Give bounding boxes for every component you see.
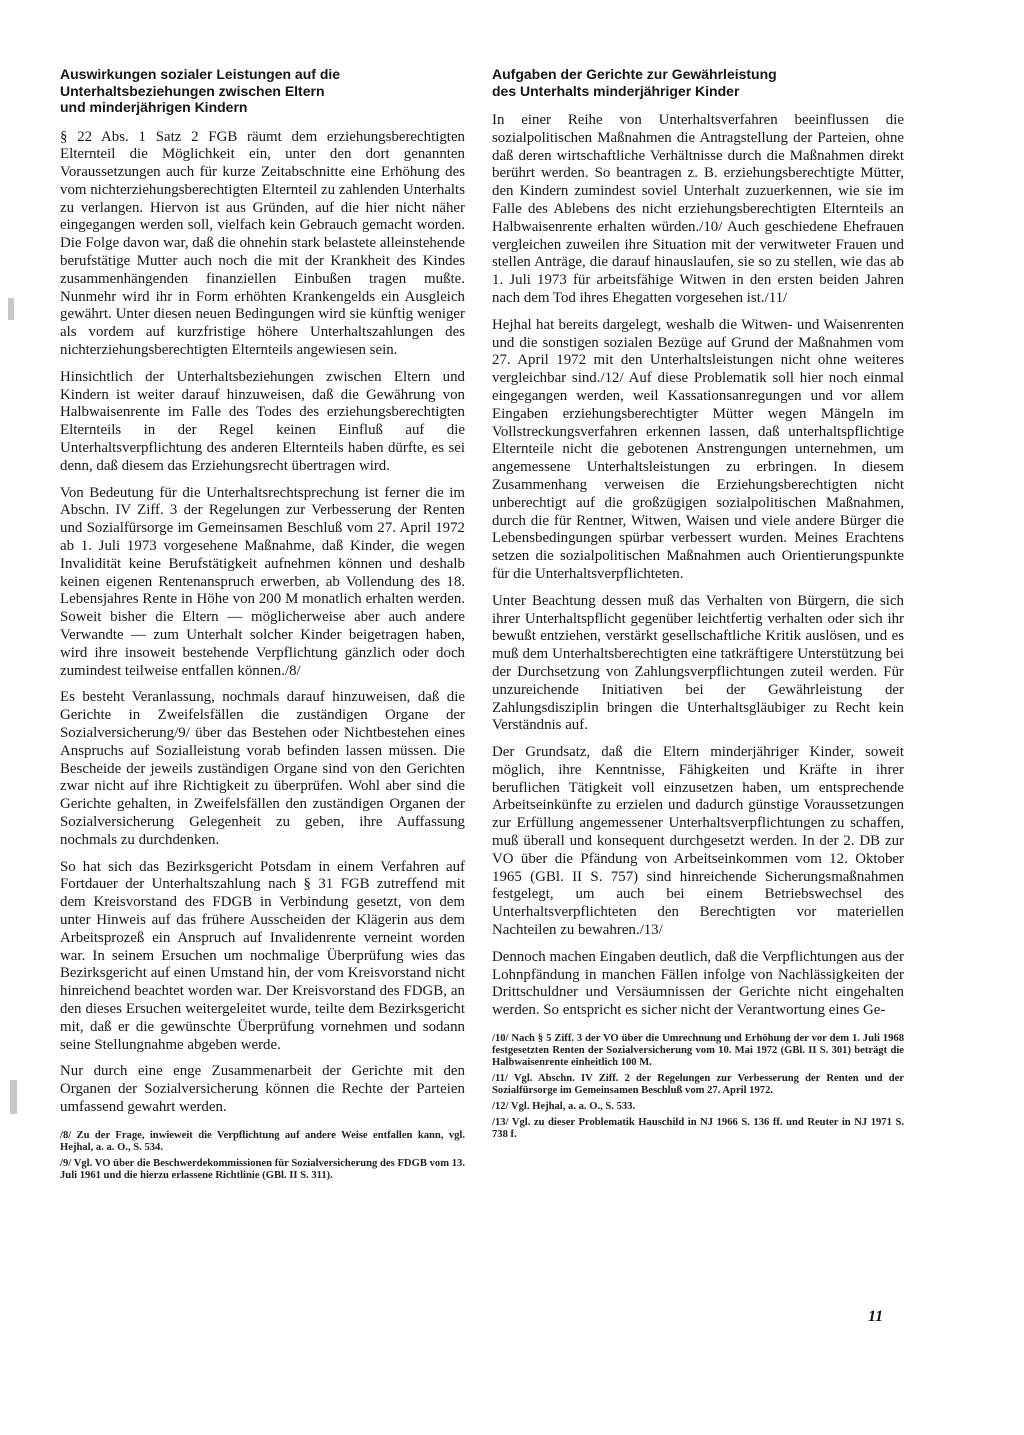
- footnote: /13/ Vgl. zu dieser Problematik Hauschild in NJ 1966 S. 136 ff. und Reuter in NJ 1971 S. 738 f.: [492, 1117, 904, 1141]
- paragraph: Hejhal hat bereits dargelegt, weshalb die Witwen- und Waisenrenten und die sonstigen sozialen Bezüge auf Grund der Maßnahmen vom 27. April 1972 mit den Unterhaltsleistungen nicht ohne weiteres vergleichbar sind./12/ Auf diese Problematik soll hier noch einmal eingegangen werden, weil Kassationsanregungen und vor allem Eingaben erziehungsberechtigter Mütter wegen Mängeln im Vollstreckungsverfahren erkennen lassen, daß unterhaltspflichtige Elternteile nicht die gebotenen Anstrengungen unternehmen, um angemessene Unterhaltsleistungen zu erbringen. In diesem Zusammenhang verweisen die Erziehungsberechtigten nicht unberechtigt auf die großzügigen sozialpolitischen Maßnahmen, durch die für Rentner, Witwen, Waisen und viele andere Bürger die Lebensbedingungen spürbar verbessert wurden. Meines Erachtens setzen die sozialpolitischen Maßnahmen auch Orientierungspunkte für die Unterhaltsverpflichteten.: [492, 316, 904, 582]
- left-column: [60, 66, 465, 1186]
- paragraph: Der Grundsatz, daß die Eltern minderjähriger Kinder, soweit möglich, ihre Kenntnisse, Fähigkeiten und Kräfte in ihrer beruflichen Tätigkeit voll einzusetzen haben, um entsprechende Arbeitseinkünfte zu erzielen und dadurch günstige Voraussetzungen zur Erfüllung angemessener Unterhaltsverpflichtungen zu schaffen, muß überall und konsequent durchgesetzt werden. In der 2. DB zur VO über die Pfändung von Arbeitseinkommen vom 12. Oktober 1965 (GBl. II S. 757) sind hinreichende Sicherungsmaßnahmen festgelegt, um auch bei einem Betriebswechsel des Unterhaltsverpflichteten den Berechtigten vor materiellen Nachteilen zu bewahren./13/: [492, 744, 904, 939]
- scan-artifact: [10, 1080, 17, 1114]
- footnote: /11/ Vgl. Abschn. IV Ziff. 2 der Regelungen zur Verbesserung der Renten und der Sozialfürsorge im Gemeinsamen Beschluß vom 27. April 1972.: [492, 1073, 904, 1097]
- paragraph: Hinsichtlich der Unterhaltsbeziehungen zwischen Eltern und Kindern ist weiter darauf hinzuweisen, daß die Gewährung von Halbwaisenrente im Falle des Todes des erziehungsberechtigten Elternteils in der Regel keinen Einfluß auf die Unterhaltsverpflichtung des anderen Elternteils haben dürfte, es sei denn, daß diesem das Erziehungsrecht übertragen wird.: [60, 368, 465, 474]
- section-heading: Aufgaben der Gerichte zur Gewährleistung des Unterhalts minderjähriger Kinder: [492, 66, 777, 99]
- paragraph: So hat sich das Bezirksgericht Potsdam in einem Verfahren auf Fortdauer der Unterhaltszahlung nach § 31 FGB zutreffend mit dem Kreisvorstand des FDGB in Verbindung gesetzt, von dem unter Hinweis auf das frühere Ausscheiden der Klägerin aus dem Arbeitsprozeß ein Anspruch auf Invalidenrente verneint worden war. In seinem Ersuchen um nochmalige Überprüfung wies das Bezirksgericht auf einen Umstand hin, der vom Kreisvorstand nicht hinreichend beachtet worden war. Der Kreisvorstand des FDGB, an den dieses Ersuchen weitergeleitet wurde, teilte dem Bezirksgericht mit, daß er die gewünschte Überprüfung vornehmen und sodann seine Stellungnahme abgeben werde.: [60, 858, 465, 1053]
- page-number: 11: [868, 1308, 884, 1325]
- footnote: /9/ Vgl. VO über die Beschwerdekommissionen für Sozialversicherung des FDGB vom 13. Juli 1961 und die hierzu erlassene Richtlinie (GBl. II S. 311).: [60, 1157, 465, 1181]
- paragraph: § 22 Abs. 1 Satz 2 FGB räumt dem erziehungsberechtigten Elternteil die Möglichkeit ein, unter den dort genannten Voraussetzungen auch für kurze Zeitabschnitte eine Erhöhung des vom nichterziehungsberechtigten Elternteil zu zahlenden Unterhalts zu verlangen. Hiervon ist aus Gründen, auf die hier nicht näher eingegangen werden soll, vielfach kein Gebrauch gemacht worden. Die Folge davon war, daß die ohnehin stark belastete alleinstehende berufstätige Mutter auch noch die mit der Krankheit des Kindes zusammenhängenden finanziellen Einbußen tragen mußte. Nunmehr wird ihr in Form erhöhten Krankengelds ein Ausgleich gewährt. Unter diesen neuen Bedingungen wird sie künftig weniger als vordem auf kurzfristige höhere Unterhaltszahlungen des nichterziehungsberechtigten Elternteils angewiesen sein.: [60, 128, 465, 359]
- right-column: [492, 66, 904, 1145]
- footnotes: [60, 1130, 465, 1182]
- paragraph: Von Bedeutung für die Unterhaltsrechtsprechung ist ferner die im Abschn. IV Ziff. 3 der Regelungen zur Verbesserung der Renten und Sozialfürsorge im Gemeinsamen Beschluß vom 27. April 1972 ab 1. Juli 1973 vorgesehene Maßnahme, daß Kinder, die wegen Invalidität keine Berufstätigkeit aufnehmen können und deshalb keinen eigenen Rentenanspruch erwerben, ab Vollendung des 18. Lebensjahres Rente in Höhe von 200 M monatlich erhalten werden. Soweit bisher die Eltern — möglicherweise aber auch andere Verwandte — zum Unterhalt solcher Kinder beigetragen haben, wird ihre insoweit bestehende Verpflichtung gänzlich oder doch zumindest teilweise entfallen können./8/: [60, 484, 465, 679]
- footnote: /10/ Nach § 5 Ziff. 3 der VO über die Umrechnung und Erhöhung der vor dem 1. Juli 1968 festgesetzten Renten der Sozialversicherung vom 10. Mai 1972 (GBl. II S. 301) beträgt die Halbwaisenrente einheitlich 100 M.: [492, 1033, 904, 1069]
- paragraph: In einer Reihe von Unterhaltsverfahren beeinflussen die sozialpolitischen Maßnahmen die Antragstellung der Parteien, ohne daß deren wirtschaftliche Verhältnisse durch die Maßnahmen direkt berührt werden. So beantragen z. B. erziehungsberechtigte Mütter, den Kindern zumindest soviel Unterhalt zuzuerkennen, wie sie im Falle des Ablebens des nicht erziehungsberechtigten Elternteils an Halbwaisenrente erhalten würden./10/ Auch geschiedene Ehefrauen vergleichen zuweilen ihre Situation mit der verwitweter Frauen und stellen Anträge, die darauf hinauslaufen, sie so zu stellen, wie das ab 1. Juli 1973 für arbeitsfähige Witwen in den ersten beiden Jahren nach dem Tod ihres Ehegatten vorgesehen ist./11/: [492, 112, 904, 306]
- paragraph: Unter Beachtung dessen muß das Verhalten von Bürgern, die sich ihrer Unterhaltspflicht gegenüber leichtfertig verhalten oder sich ihr bewußt entziehen, verstärkt gesellschaftliche Kritik auslösen, und es muß dem Unterhaltsberechtigten eine tatkräftigere Unterstützung bei der Durchsetzung von Zahlungsverpflichtungen zuteil werden. Für unzureichende Initiativen bei der Gewährleistung der Zahlungsdisziplin bringen die Unterhaltsgläubiger zu Recht kein Verständnis auf.: [492, 592, 904, 734]
- footnote: /8/ Zu der Frage, inwieweit die Verpflichtung auf andere Weise entfallen kann, vgl. Hejhal, a. a. O., S. 534.: [60, 1129, 465, 1153]
- footnotes: [492, 1033, 904, 1141]
- footnote: /12/ Vgl. Hejhal, a. a. O., S. 533.: [492, 1101, 636, 1113]
- scan-artifact: [8, 298, 14, 320]
- paragraph: Es besteht Veranlassung, nochmals darauf hinzuweisen, daß die Gerichte in Zweifelsfällen die zuständigen Organe der Sozialversicherung/9/ über das Bestehen oder Nichtbestehen eines Anspruchs auf Sozialleistung vorab befinden lassen müssen. Die Bescheide der jeweils zuständigen Organe sind von den Gerichten zwar nicht auf ihre Richtigkeit zu überprüfen. Wohl aber sind die Gerichte gehalten, in Zweifelsfällen den zuständigen Organen der Sozialversicherung Gelegenheit zu geben, ihre Auffassung nochmals zu durchdenken.: [60, 689, 465, 848]
- section-heading: Auswirkungen sozialer Leistungen auf die Unterhaltsbeziehungen zwischen Eltern und minderjährigen Kindern: [60, 66, 341, 115]
- paragraph: Dennoch machen Eingaben deutlich, daß die Verpflichtungen aus der Lohnpfändung in manchen Fällen infolge von Nachlässigkeiten der Drittschuldner und Versäumnissen der Gerichte nicht eingehalten werden. So entspricht es sicher nicht der Verantwortung eines Ge-: [492, 948, 904, 1019]
- paragraph: Nur durch eine enge Zusammenarbeit der Gerichte mit den Organen der Sozialversicherung können die Rechte der Parteien umfassend gewahrt werden.: [60, 1063, 465, 1115]
